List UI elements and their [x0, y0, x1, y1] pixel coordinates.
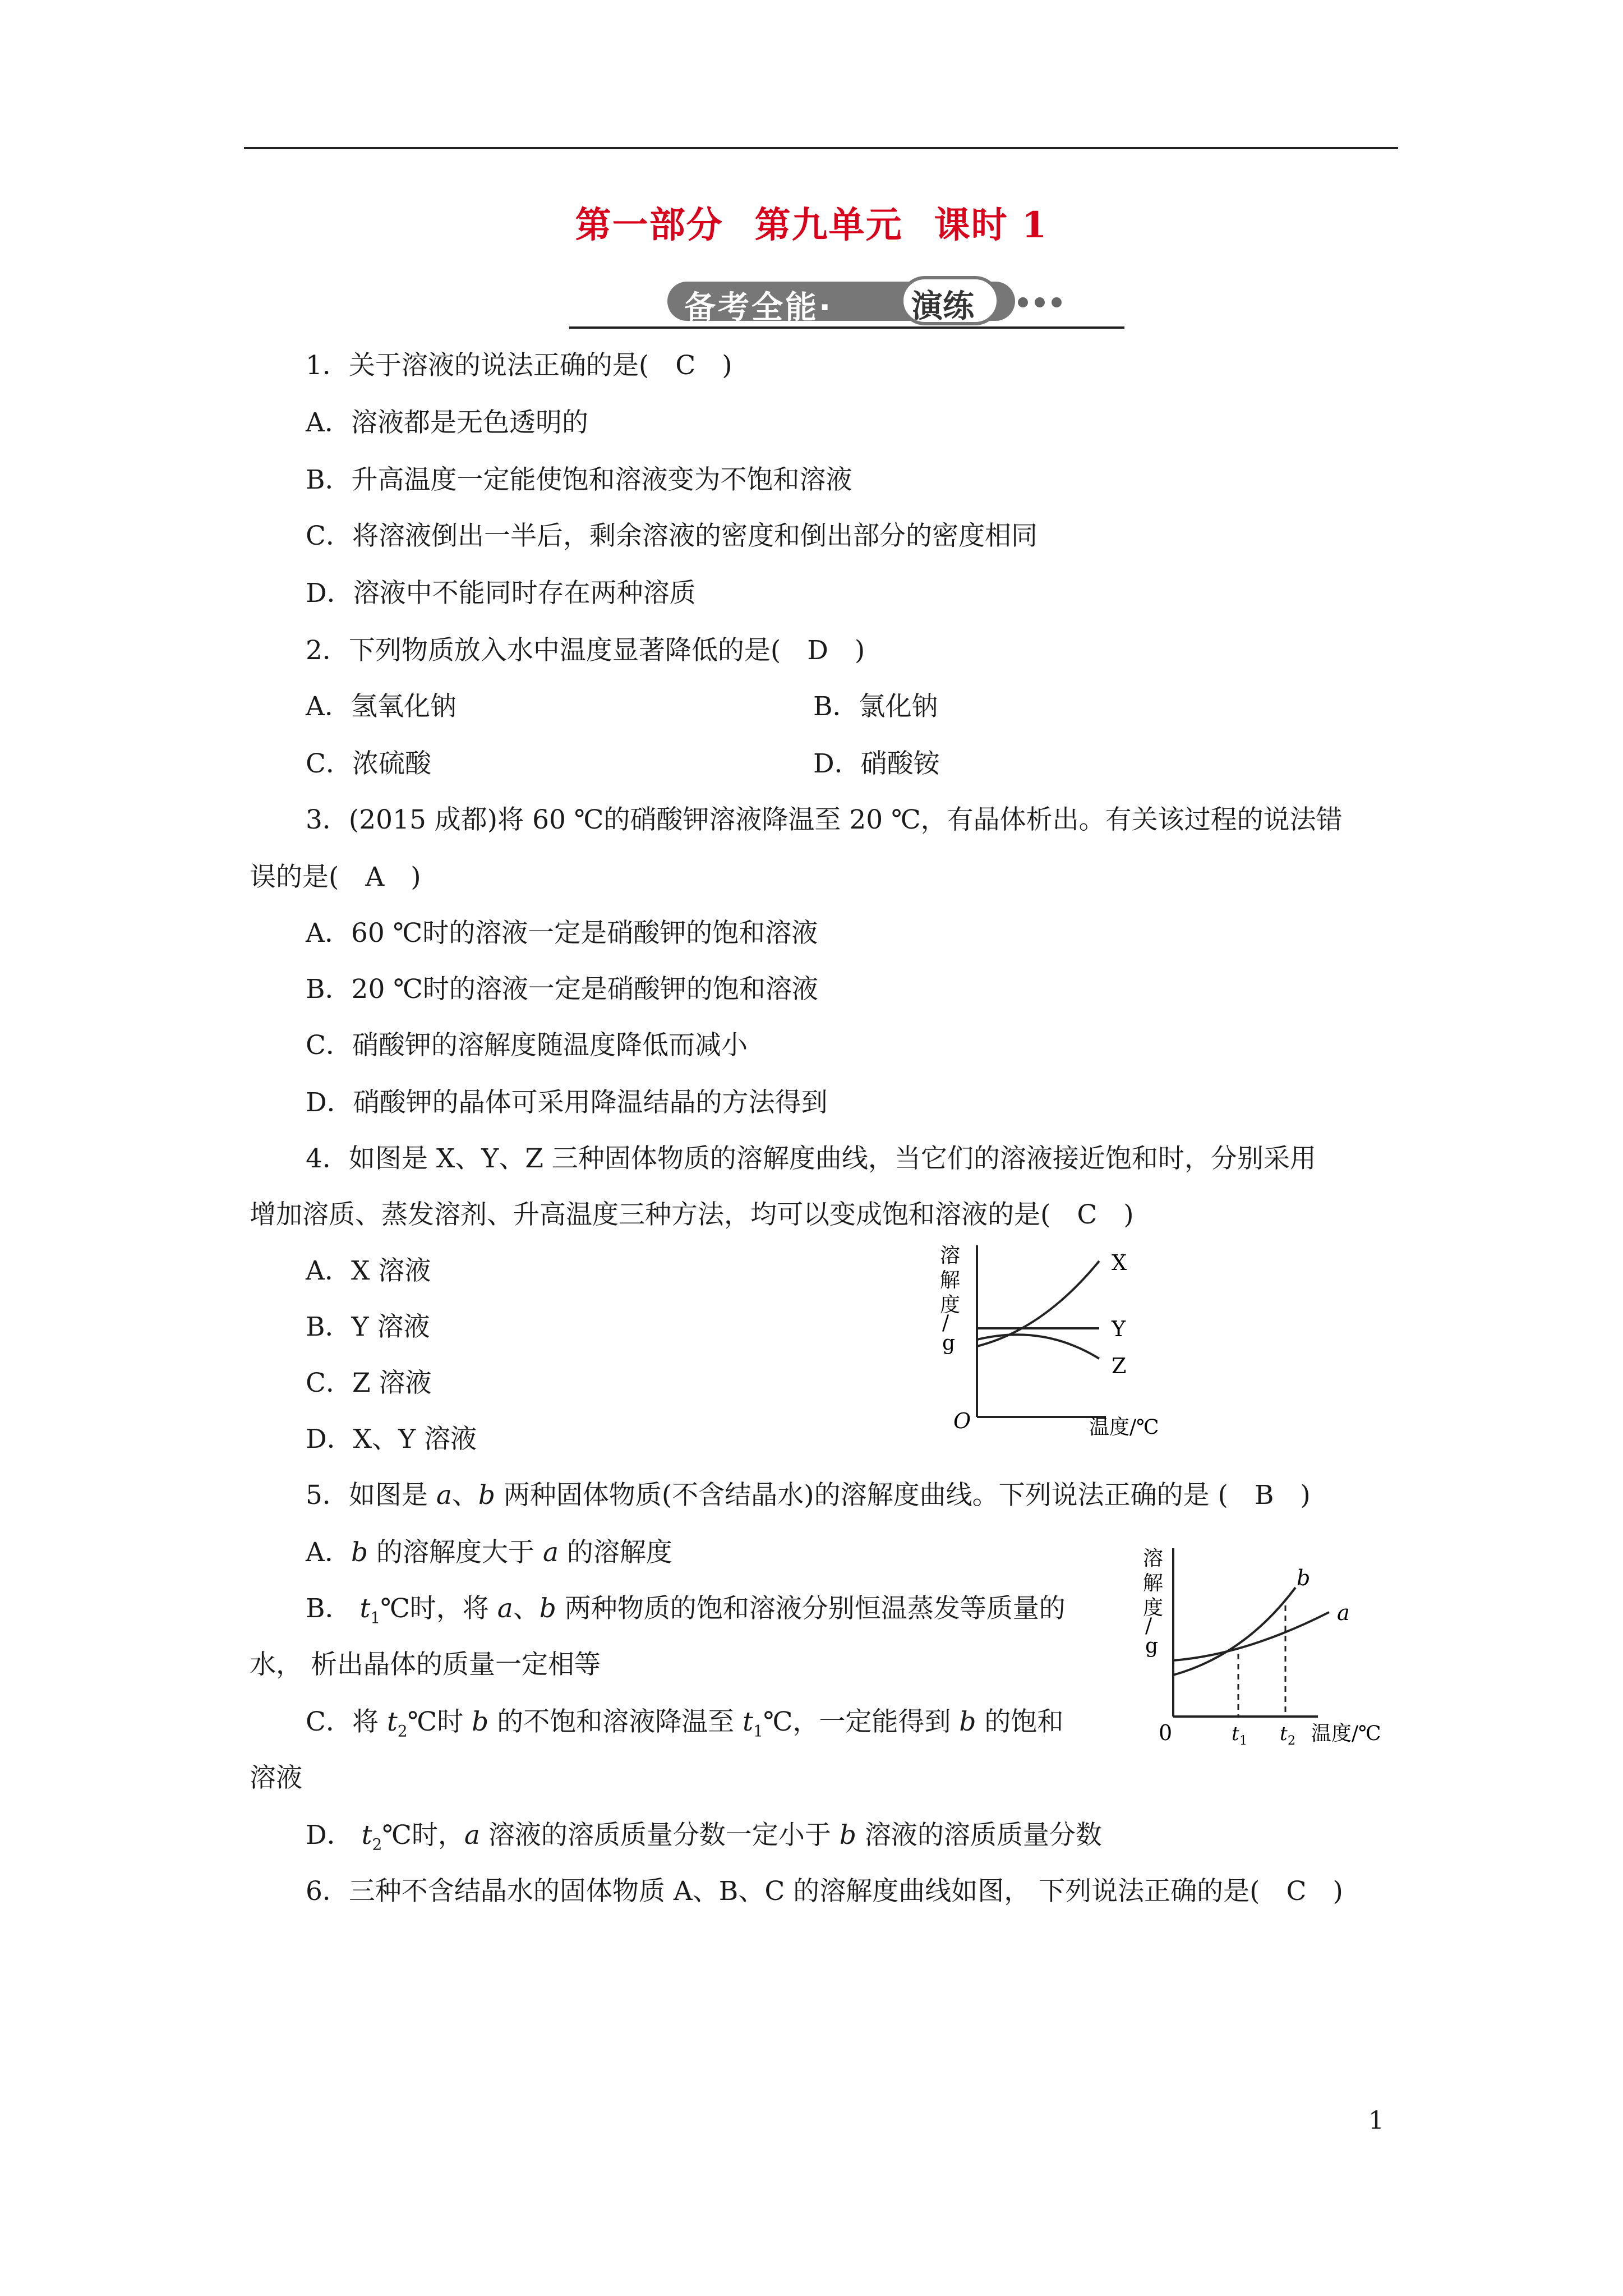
y-axis-label: [1143, 1547, 1163, 1658]
q5-option-c: C．将 $t_2℃$时 b 的不饱和溶液降温至 $t_1℃$，一定能得到 b 的饱和: [306, 1706, 1064, 1741]
q5-stem: 5．如图是 a、b 两种固体物质(不含结晶水)的溶解度曲线。下列说法正确的是 ( B ): [306, 1480, 1311, 1511]
title-part: 第九单元: [754, 204, 903, 246]
tick-label-t2: [1280, 1723, 1295, 1748]
curve-b: [1173, 1588, 1295, 1675]
q3-stem-line1: 3．(2015 成都)将 60 ℃的硝酸钾溶液降温至 20 ℃，有晶体析出。有关该过程的说法错: [306, 804, 1343, 835]
q4-stem-line1: 4．如图是 X、Y、Z 三种固体物质的溶解度曲线，当它们的溶液接近饱和时，分别采用: [306, 1143, 1316, 1174]
q2-option-a: A．氢氧化钠: [306, 691, 457, 722]
section-banner: [569, 280, 1124, 331]
curve-label-z: Z: [1112, 1354, 1127, 1378]
banner-emphasis: 演练: [911, 288, 974, 325]
curve-label-x: X: [1112, 1250, 1127, 1275]
curve-label-b: b: [1297, 1566, 1311, 1590]
title-part: 课时 1: [934, 204, 1048, 246]
origin-label: 0: [1159, 1720, 1173, 1745]
q2-option-c: C．浓硫酸: [306, 748, 431, 779]
q6-stem: 6．三种不含结晶水的固体物质 A、B、C 的溶解度曲线如图， 下列说法正确的是( C ): [306, 1876, 1343, 1907]
q1-option-b: B．升高温度一定能使饱和溶液变为不饱和溶液: [306, 464, 852, 495]
svg-text:1: 1: [1239, 1734, 1247, 1748]
q5-option-b: B． $t_1℃$时，将 a、b 两种物质的饱和溶液分别恒温蒸发等质量的: [306, 1593, 1066, 1627]
q2-option-d: D．硝酸铵: [813, 748, 940, 779]
q3-option-c: C．硝酸钾的溶解度随温度降低而减小: [306, 1030, 748, 1061]
curve-label-a: a: [1337, 1600, 1350, 1625]
q4-stem-line2: 增加溶质、蒸发溶剂、升高温度三种方法，均可以变成饱和溶液的是( C ): [250, 1199, 1134, 1230]
curve-label-y: Y: [1112, 1317, 1126, 1341]
curve-z: [977, 1335, 1099, 1359]
q5-option-d: D． $t_2℃$时，a 溶液的溶质质量分数一定小于 b 溶液的溶质质量分数: [306, 1820, 1102, 1854]
ylabel-char: 溶: [940, 1244, 961, 1267]
page-number: 1: [1368, 2106, 1384, 2135]
ylabel-char: g: [1145, 1635, 1159, 1658]
q3-option-b: B．20 ℃时的溶液一定是硝酸钾的饱和溶液: [306, 974, 818, 1005]
q1-option-c: C．将溶液倒出一半后，剩余溶液的密度和倒出部分的密度相同: [306, 521, 1038, 551]
svg-text:2: 2: [1288, 1734, 1295, 1748]
curve-x: [977, 1261, 1099, 1346]
ylabel-char: 度: [940, 1294, 961, 1317]
q5-solubility-figure: [1133, 1543, 1413, 1756]
q1-option-a: A．溶液都是无色透明的: [306, 407, 588, 438]
origin-label: O: [953, 1409, 971, 1433]
q4-option-b: B．Y 溶液: [306, 1312, 430, 1342]
ylabel-char: 度: [1143, 1596, 1164, 1619]
svg-text:t: t: [1232, 1723, 1239, 1745]
page-title: [0, 196, 1623, 248]
q4-option-d: D．X、Y 溶液: [306, 1424, 477, 1455]
q2-stem: 2．下列物质放入水中温度显著降低的是( D ): [306, 635, 865, 666]
curve-a: [1173, 1612, 1329, 1660]
ylabel-char: g: [942, 1332, 956, 1355]
svg-text:t: t: [1280, 1723, 1288, 1745]
ylabel-char: /: [942, 1312, 949, 1335]
ylabel-char: /: [1145, 1614, 1152, 1637]
ylabel-char: 解: [1143, 1572, 1164, 1595]
q3-option-d: D．硝酸钾的晶体可采用降温结晶的方法得到: [306, 1087, 828, 1118]
ylabel-char: 溶: [1143, 1547, 1164, 1570]
q4-option-a: A．X 溶液: [306, 1255, 431, 1286]
q1-option-d: D．溶液中不能同时存在两种溶质: [306, 578, 696, 609]
q4-option-c: C．Z 溶液: [306, 1368, 432, 1398]
q3-option-a: A．60 ℃时的溶液一定是硝酸钾的饱和溶液: [306, 918, 818, 949]
tick-label-t1: [1232, 1723, 1247, 1748]
q2-option-b: B．氯化钠: [813, 691, 938, 722]
banner-text: 备考全能·: [684, 289, 833, 326]
q5-option-b-line2: 水， 析出晶体的质量一定相等: [250, 1649, 601, 1680]
x-axis-label: 温度/℃: [1089, 1416, 1159, 1439]
q4-solubility-figure: [931, 1240, 1200, 1442]
ylabel-char: 解: [940, 1269, 961, 1292]
banner-dots: [1018, 297, 1068, 310]
banner-rule: [569, 326, 1124, 329]
q3-stem-line2: 误的是( A ): [250, 862, 421, 892]
y-axis-label: [940, 1244, 960, 1355]
q5-option-c-line2: 溶液: [250, 1763, 302, 1793]
title-part: 第一部分: [575, 204, 723, 246]
q5-option-a: A．b 的溶解度大于 a 的溶解度: [306, 1537, 672, 1568]
x-axis-label: 温度/℃: [1311, 1722, 1381, 1745]
q1-stem: 1．关于溶液的说法正确的是( C ): [306, 350, 732, 381]
header-rule: [244, 147, 1398, 149]
